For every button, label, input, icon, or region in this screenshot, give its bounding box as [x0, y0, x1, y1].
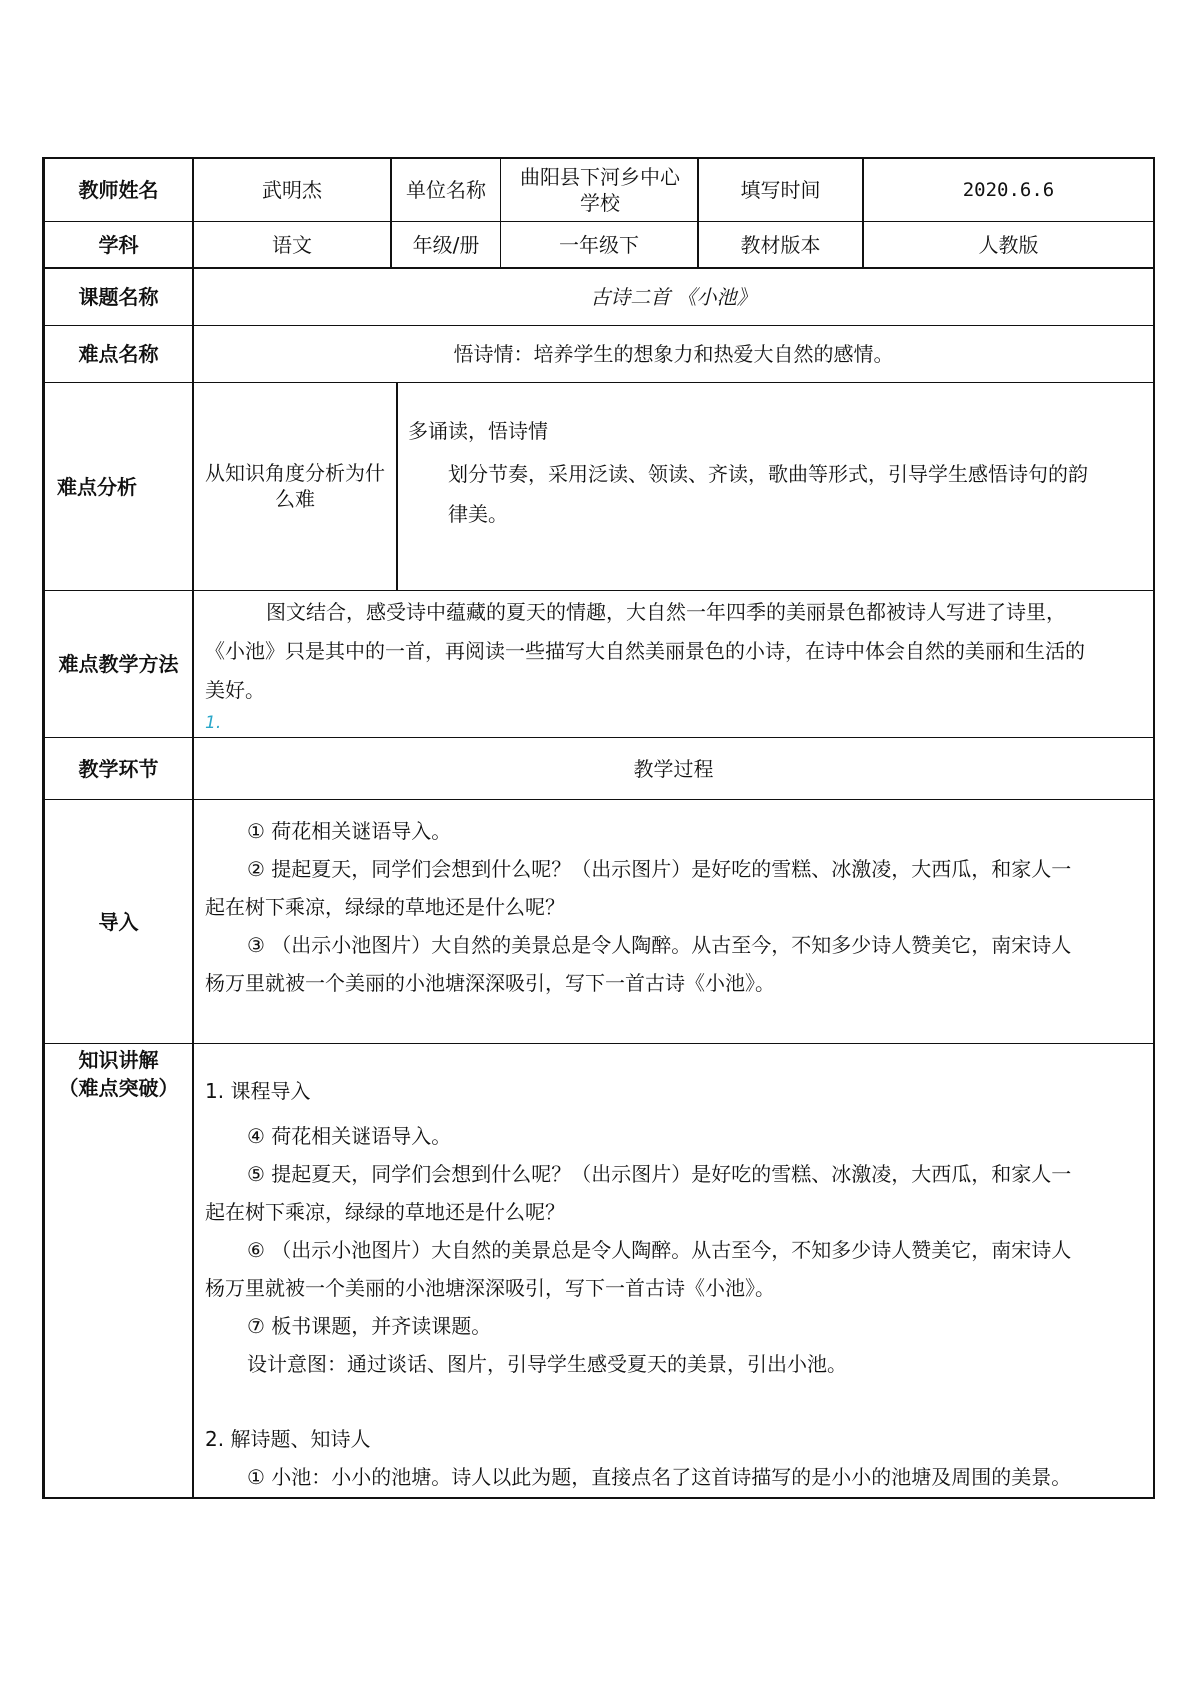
grade-label: 年级/册 [412, 232, 480, 257]
knowledge-line: ⑤ 提起夏天，同学们会想到什么呢？（出示图片）是好吃的雪糕、冰激凌，大西瓜，和家人一 [247, 1162, 1072, 1186]
process-step-label: 教学环节 [78, 756, 159, 781]
process-header: 教学过程 [633, 756, 714, 781]
section-heading: 1. 课程导入 [205, 1079, 311, 1103]
intro-line: ② 提起夏天，同学们会想到什么呢？（出示图片）是好吃的雪糕、冰激凌，大西瓜，和家人一 [247, 857, 1072, 881]
difficulty-label: 难点名称 [78, 342, 159, 366]
teacher-name: 武明杰 [262, 178, 322, 202]
analysis-line: 律美。 [448, 502, 508, 526]
analysis-line: 划分节奏，采用泛读、领读、齐读，歌曲等形式，引导学生感悟诗句的韵 [448, 462, 1088, 486]
knowledge-line: 杨万里就被一个美丽的小池塘深深吸引，写下一首古诗《小池》。 [205, 1276, 775, 1300]
intro-line: 起在树下乘凉，绿绿的草地还是什么呢？ [205, 895, 565, 919]
method-line: 美好。 [205, 678, 265, 702]
knowledge-label: 知识讲解 [78, 1048, 159, 1072]
analysis-sub-label: 从知识角度分析为什么难 [205, 461, 385, 511]
topic-label: 课题名称 [78, 285, 159, 309]
method-marker: 1. [205, 713, 222, 733]
knowledge-line: 起在树下乘凉，绿绿的草地还是什么呢？ [205, 1200, 565, 1224]
intro-line: ③ （出示小池图片）大自然的美景总是令人陶醉。从古至今，不知多少诗人赞美它，南宋诗人 [247, 933, 1072, 957]
analysis-title: 多诵读，悟诗情 [408, 419, 548, 443]
fill-time: 2020.6.6 [962, 179, 1055, 201]
subject: 语文 [272, 232, 312, 257]
grade: 一年级下 [559, 232, 639, 257]
knowledge-line: ⑥ （出示小池图片）大自然的美景总是令人陶醉。从古至今，不知多少诗人赞美它，南宋诗人 [247, 1238, 1072, 1262]
knowledge-line: ④ 荷花相关谜语导入。 [247, 1124, 452, 1148]
method-line: 《小池》只是其中的一首，再阅读一些描写大自然美丽景色的小诗，在诗中体会自然的美丽和生活的 [205, 639, 1085, 663]
unit-name-label: 单位名称 [406, 178, 486, 202]
knowledge-sub-label: （难点突破） [58, 1076, 179, 1100]
teacher-name-label: 教师姓名 [78, 178, 159, 202]
fill-time-label: 填写时间 [740, 178, 821, 202]
design-intent: 设计意图：通过谈话、图片，引导学生感受夏天的美景，引出小池。 [247, 1352, 847, 1376]
analysis-label: 难点分析 [57, 474, 137, 499]
subject-label: 学科 [98, 232, 139, 257]
unit-name: 曲阳县下河乡中心学校 [520, 165, 680, 215]
topic-title: 古诗二首 《小池》 [590, 285, 757, 309]
edition-label: 教材版本 [740, 232, 821, 257]
method-line: 图文结合，感受诗中蕴藏的夏天的情趣，大自然一年四季的美丽景色都被诗人写进了诗里， [266, 600, 1066, 624]
method-label: 难点教学方法 [58, 652, 179, 676]
difficulty-value: 悟诗情：培养学生的想象力和热爱大自然的感情。 [453, 342, 894, 366]
intro-label: 导入 [98, 909, 139, 934]
section-heading: 2. 解诗题、知诗人 [205, 1427, 371, 1451]
intro-line: 杨万里就被一个美丽的小池塘深深吸引，写下一首古诗《小池》。 [205, 971, 775, 995]
knowledge-line: ① 小池：小小的池塘。诗人以此为题，直接点名了这首诗描写的是小小的池塘及周围的美景。 [247, 1465, 1072, 1489]
knowledge-line: ⑦ 板书课题，并齐读课题。 [247, 1314, 492, 1338]
edition: 人教版 [978, 232, 1039, 257]
intro-line: ① 荷花相关谜语导入。 [247, 819, 452, 843]
